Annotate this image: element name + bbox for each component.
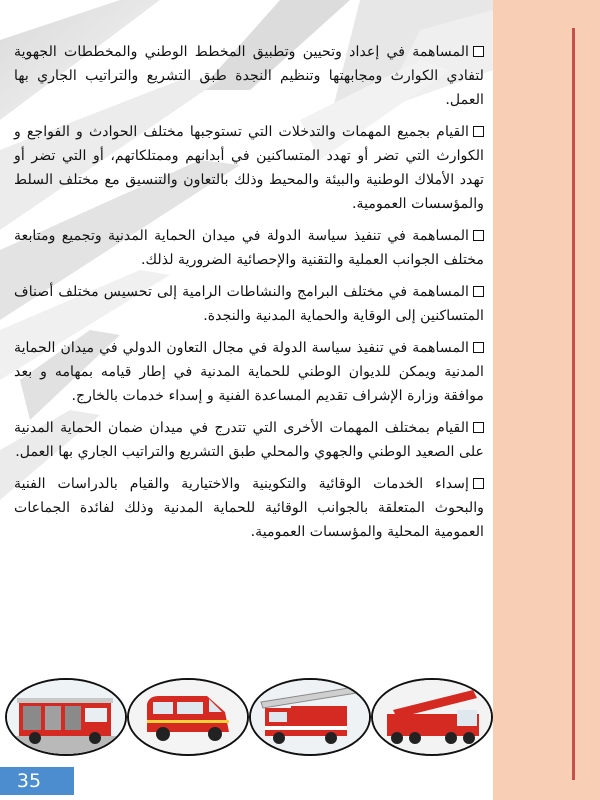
fire-engine-icon — [7, 680, 125, 754]
page-number: 35 — [16, 770, 42, 792]
checkbox-bullet-icon — [473, 422, 484, 433]
fire-engine-photo — [5, 678, 127, 756]
checkbox-bullet-icon — [473, 478, 484, 489]
crane-truck-photo — [371, 678, 493, 756]
ambulance-van-photo — [127, 678, 249, 756]
paragraph-text: القيام بجميع المهمات والتدخلات التي تستوجبها مختلف الحوادث و الفواجع و الكوارث التي تضر أو تهدد المتساكنين في أبدانهم وممتلكاتهم، أو التي تضر أو تهدد الأملاك الوطنية والبيئة والمحيط وذلك بالتعاون والتنسيق مع مختلف السلط والمؤسسات العمومية. — [14, 124, 484, 212]
paragraph-7 — [14, 472, 484, 544]
paragraph-text: المساهمة في مختلف البرامج والنشاطات الرامية إلى تحسيس مختلف أصناف المتساكنين إلى الوقاية والحماية المدنية والنجدة. — [14, 284, 484, 324]
right-accent-line — [572, 28, 575, 780]
crane-truck-icon — [373, 680, 491, 754]
checkbox-bullet-icon — [473, 286, 484, 297]
checkbox-bullet-icon — [473, 230, 484, 241]
checkbox-bullet-icon — [473, 46, 484, 57]
checkbox-bullet-icon — [473, 126, 484, 137]
paragraph-6 — [14, 416, 484, 464]
paragraph-text: المساهمة في تنفيذ سياسة الدولة في ميدان الحماية المدنية وتجميع ومتابعة مختلف الجوانب العملية والتقنية والإحصائية الضرورية لذلك. — [14, 228, 484, 268]
paragraph-text: إسداء الخدمات الوقائية والتكوينية والاختيارية والقيام بالدراسات الفنية والبحوث المتعلقة بالجوانب الوقائية للحماية المدنية وذلك لفائدة الجماعات العمومية المحلية والمؤسسات العمومية. — [14, 476, 484, 540]
paragraph-2 — [14, 120, 484, 216]
right-decorative-band — [493, 0, 600, 800]
paragraph-5 — [14, 336, 484, 408]
paragraph-3 — [14, 224, 484, 272]
paragraph-4 — [14, 280, 484, 328]
vehicle-photo-strip — [5, 678, 493, 754]
main-text-column — [14, 40, 484, 552]
paragraph-text: المساهمة في إعداد وتحيين وتطبيق المخطط الوطني والمخططات الجهوية لتفادي الكوارث ومجابهتها وتنظيم النجدة طبق التشريع والتراتيب الجاري بها العمل. — [14, 44, 484, 108]
paragraph-text: القيام بمختلف المهمات الأخرى التي تتدرج في ميدان ضمان الحماية المدنية على الصعيد الوطني والجهوي والمحلي طبق التشريع والتراتيب الجاري بها العمل. — [14, 420, 484, 460]
ladder-truck-photo — [249, 678, 371, 756]
checkbox-bullet-icon — [473, 342, 484, 353]
paragraph-text: المساهمة في تنفيذ سياسة الدولة في مجال التعاون الدولي في ميدان الحماية المدنية ويمكن للديوان الوطني للحماية المدنية في إطار قيامه بمهامه و بعد موافقة وزارة الإشراف تقديم المساعدة الفنية و إسداء خدمات بالخارج. — [14, 340, 484, 404]
ladder-truck-icon — [251, 680, 369, 754]
ambulance-van-icon — [129, 680, 247, 754]
paragraph-1 — [14, 40, 484, 112]
